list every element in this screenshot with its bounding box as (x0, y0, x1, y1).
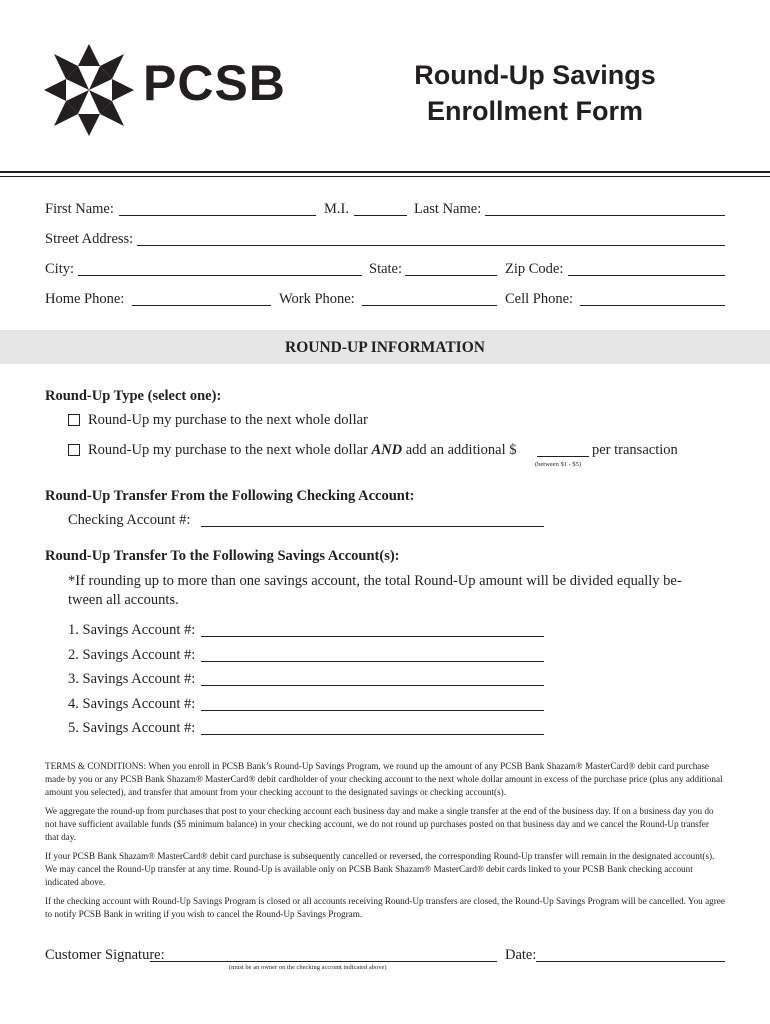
last-name-label: Last Name: (414, 201, 482, 217)
savings-row (0, 621, 770, 641)
phone-row (0, 290, 770, 310)
name-row (0, 200, 770, 220)
additional-amount-field[interactable] (537, 456, 589, 457)
option2-label (88, 441, 516, 459)
home-phone-label: Home Phone: (45, 291, 125, 307)
savings-row (0, 695, 770, 715)
option2-checkbox[interactable] (68, 444, 80, 456)
street-row (0, 230, 770, 250)
signature-row (0, 946, 770, 966)
city-field[interactable] (78, 275, 362, 276)
savings-row (0, 719, 770, 739)
option1-checkbox[interactable] (68, 414, 80, 426)
signature-label: Customer Signature: (45, 947, 165, 963)
option2-and: AND (371, 442, 403, 458)
mi-field[interactable] (354, 215, 407, 216)
city-label: City: (45, 261, 75, 277)
transfer-to-heading: Round-Up Transfer To the Following Savings Account(s): (45, 548, 400, 564)
form-title (380, 57, 690, 129)
city-row (0, 260, 770, 280)
header-divider (0, 171, 770, 173)
savings-label: 5. Savings Account #: (68, 720, 196, 736)
savings-field[interactable] (201, 685, 544, 686)
savings-label: 2. Savings Account #: (68, 647, 196, 663)
savings-label: 3. Savings Account #: (68, 671, 196, 687)
pcsb-logo-icon (44, 44, 134, 136)
terms-paragraph-4: If the checking account with Round-Up Savings Program is closed or all accounts receiving Round-Up transfers are closed, the Round-Up Savings Program will be cancelled. You agree to notify PCSB Bank in writing if you wish to cancel the Round-Up Savings Program. (45, 896, 725, 919)
zip-field[interactable] (568, 275, 725, 276)
terms-block (45, 760, 725, 927)
roundup-type-heading: Round-Up Type (select one): (45, 388, 222, 404)
savings-field[interactable] (201, 710, 544, 711)
option2-text-mid: add an additional $ (405, 442, 517, 458)
savings-row (0, 670, 770, 690)
savings-row (0, 646, 770, 666)
terms-text-1: When you enroll in PCSB Bank’s Round-Up Savings Program, we round up the amount of any PCSB Bank Shazam® MasterCard® debit card purchase made by you or any PCSB Bank Shazam® MasterCard® debit cardholder of your checking account to the next whole dollar amount in excess of the purchase price (plus any additional amount you selected), and transfer that amount from your checking account to the designated savings or checking account(s). (45, 761, 723, 797)
date-field[interactable] (536, 961, 725, 962)
option1-label: Round-Up my purchase to the next whole dollar (88, 412, 368, 428)
work-phone-field[interactable] (362, 305, 497, 306)
option2-text-pre: Round-Up my purchase to the next whole dollar (88, 442, 368, 458)
transfer-from-heading: Round-Up Transfer From the Following Checking Account: (45, 488, 415, 504)
terms-paragraph-2: We aggregate the round-up from purchases that post to your checking account each business day and make a single transfer at the end of the business day. If on a business day you do not have sufficient available funds ($5 minimum balance) in your checking account, we do not round up purchases posted on that business day and we cancel the Round-Up transfer that day. (45, 806, 714, 842)
split-note-line2: tween all accounts. (68, 592, 179, 608)
header-divider-thin (0, 176, 770, 177)
signature-note: (must be an owner on the checking account indicated above) (229, 964, 387, 971)
date-label: Date: (505, 947, 537, 963)
split-note-line1: *If rounding up to more than one savings account, the total Round-Up amount will be divided equally be- (68, 573, 682, 589)
terms-paragraph-3: If your PCSB Bank Shazam® MasterCard® debit card purchase is subsequently cancelled or reversed, the corresponding Round-Up transfer will remain in the designated account(s). We may cancel the Round-Up transfer at any time. Round-Up is available only on PCSB Bank Shazam® MasterCard® debit cards linked to your PCSB Bank checking account indicated above. (45, 851, 715, 887)
state-label: State: (369, 261, 403, 277)
signature-field[interactable] (150, 961, 497, 962)
first-name-field[interactable] (119, 215, 316, 216)
form-title-line1: Round-Up Savings (414, 60, 656, 90)
savings-label: 4. Savings Account #: (68, 696, 196, 712)
street-field[interactable] (137, 245, 725, 246)
brand-name: PCSB (143, 55, 286, 111)
savings-field[interactable] (201, 661, 544, 662)
savings-field[interactable] (201, 734, 544, 735)
checking-row (0, 511, 770, 531)
last-name-field[interactable] (485, 215, 725, 216)
first-name-label: First Name: (45, 201, 114, 217)
street-label: Street Address: (45, 231, 134, 247)
between-note: (between $1 - $5) (535, 461, 582, 468)
savings-label: 1. Savings Account #: (68, 622, 196, 638)
work-phone-label: Work Phone: (279, 291, 355, 307)
zip-label: Zip Code: (505, 261, 564, 277)
section-title: ROUND-UP INFORMATION (285, 339, 485, 356)
option2-post: per transaction (592, 442, 678, 458)
checking-field[interactable] (201, 526, 544, 527)
cell-phone-field[interactable] (580, 305, 725, 306)
savings-field[interactable] (201, 636, 544, 637)
terms-paragraph-1 (45, 760, 725, 799)
form-title-line2: Enrollment Form (426, 96, 643, 126)
terms-heading: TERMS & CONDITIONS: (45, 761, 147, 771)
home-phone-field[interactable] (132, 305, 271, 306)
cell-phone-label: Cell Phone: (505, 291, 574, 307)
mi-label: M.I. (324, 201, 349, 217)
state-field[interactable] (405, 275, 497, 276)
checking-label: Checking Account #: (68, 512, 191, 528)
